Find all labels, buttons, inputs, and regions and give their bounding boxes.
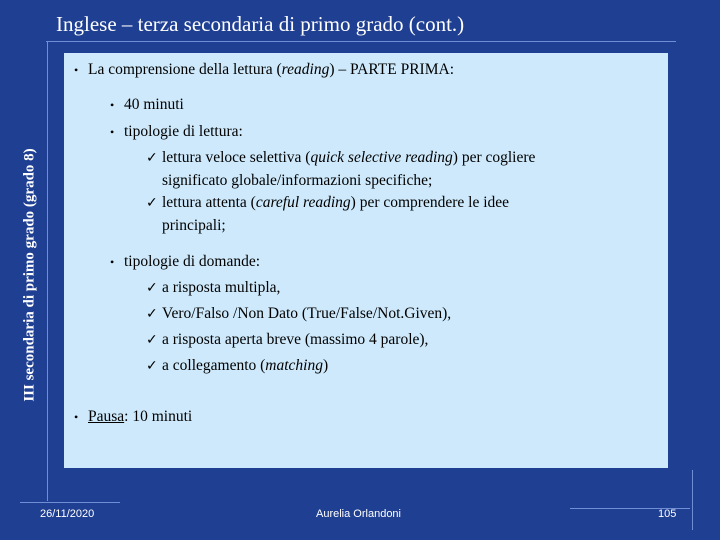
divider-right (692, 470, 693, 530)
slide-title: Inglese – terza secondaria di primo grado (cont.) (56, 12, 465, 36)
side-label: III secondaria di primo grado (grado 8) (21, 148, 38, 402)
list-item-pause: • Pausa: 10 minuti (74, 408, 193, 425)
check-icon: ✓ (146, 332, 158, 348)
list-item-careful-reading: ✓ lettura attenta (careful reading) per comprendere le idee (146, 194, 510, 211)
bullet-icon: • (74, 63, 79, 77)
divider-left (47, 41, 48, 501)
list-item-duration: • 40 minuti (110, 96, 184, 113)
list-item-q1: ✓ a risposta multipla, (146, 279, 281, 296)
check-icon: ✓ (146, 358, 158, 374)
list-item-question-types: • tipologie di domande: (110, 253, 261, 270)
divider-top (46, 41, 676, 42)
list-item-careful-reading-cont: principali; (162, 217, 226, 234)
bullet-icon: • (110, 125, 115, 139)
divider-bottom-left (20, 502, 120, 503)
list-item-fast-reading: ✓ lettura veloce selettiva (quick selective reading) per cogliere (146, 149, 536, 166)
list-item-fast-reading-cont: significato globale/informazioni specifiche; (162, 172, 433, 189)
check-icon: ✓ (146, 150, 158, 166)
heading-line: • La comprensione della lettura (reading) – PARTE PRIMA: (74, 61, 455, 78)
check-icon: ✓ (146, 195, 158, 211)
list-item-q2: ✓ Vero/Falso /Non Dato (True/False/Not.Given), (146, 305, 452, 322)
list-item-q3: ✓ a risposta aperta breve (massimo 4 parole), (146, 331, 429, 348)
footer-page-number: 105 (658, 508, 677, 520)
footer-date: 26/11/2020 (40, 508, 95, 520)
footer-author: Aurelia Orlandoni (316, 508, 401, 520)
bullet-icon: • (110, 255, 115, 269)
check-icon: ✓ (146, 306, 158, 322)
check-icon: ✓ (146, 280, 158, 296)
bullet-icon: • (110, 98, 115, 112)
list-item-reading-types: • tipologie di lettura: (110, 123, 243, 140)
bullet-icon: • (74, 410, 79, 424)
content-panel (64, 53, 668, 468)
list-item-q4: ✓ a collegamento (matching) (146, 357, 329, 374)
